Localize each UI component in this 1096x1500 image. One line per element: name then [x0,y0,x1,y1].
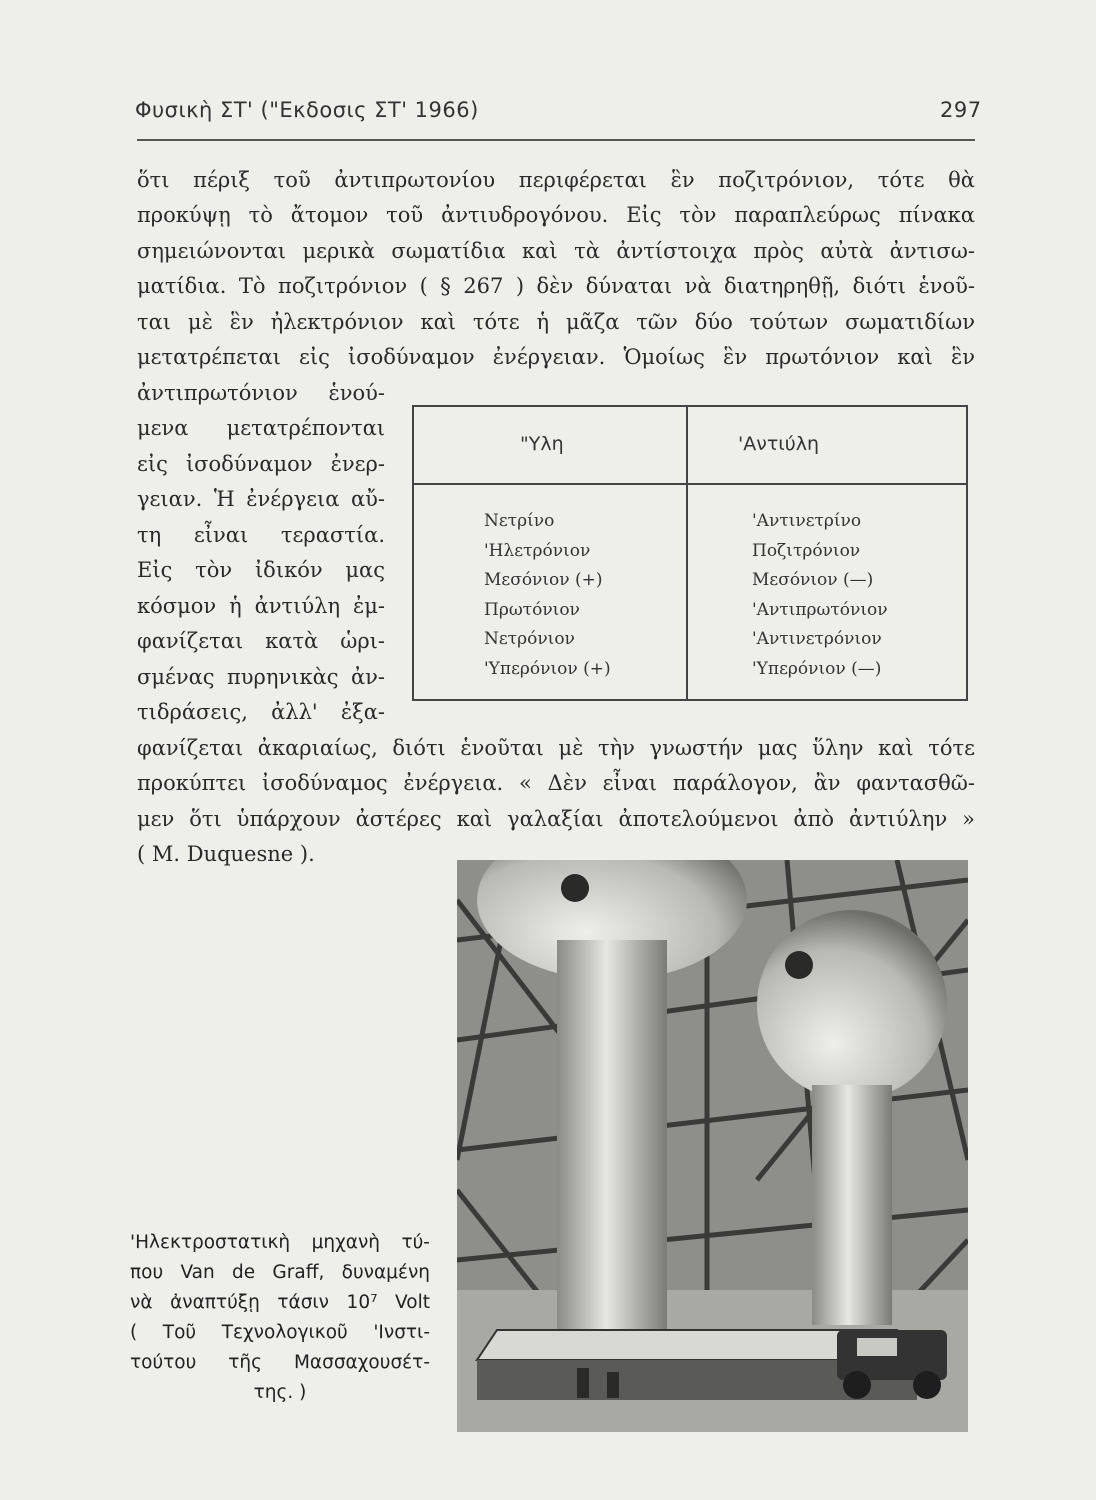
table-cell: 'Αντιπρωτόνιον [752,599,888,620]
citation: ( M. Duquesne ). [137,842,315,866]
table-cell: Μεσόνιον (+) [484,570,603,590]
right-column [812,1085,892,1325]
text-line: προκύπτει ἰσοδύναμος ἐνέργεια. « Δὲν εἶναι παράλογον, ἂν φαντασθῶ- [137,771,975,795]
text-line: εἰς ἰσοδύναμον ἐνερ- [137,452,385,476]
sphere-port [785,951,813,979]
caption-line: που Van de Graff, δυναμένη [130,1262,430,1283]
text-line: κόσμον ἡ ἀντιύλη ἐμ- [137,594,385,618]
van-de-graaff-photo [457,860,968,1432]
sphere-port [561,874,589,902]
text-line: σημειώνονται μερικὰ σωματίδια καὶ τὰ ἀντίστοιχα πρὸς αὐτὰ ἀντισω- [137,239,975,263]
caption-line: τούτου τῆς Μασσαχουσέτ- [130,1352,430,1373]
text-line: μενα μετατρέπονται [137,416,385,440]
table-cell: 'Ηλετρόνιον [484,540,591,561]
table-cell: 'Υπερόνιον (+) [484,658,611,679]
caption-line: της. ) [253,1382,307,1403]
table-cell: 'Υπερόνιον (—) [752,658,882,679]
left-column [557,940,667,1330]
matter-column [484,507,611,684]
table-cell: Νετρίνο [484,511,555,531]
table-cell: Μεσόνιον (—) [752,570,874,590]
text-line: σμένας πυρηνικὰς ἀν- [137,665,385,689]
table-cell: 'Αντινετρίνο [752,511,862,531]
caption-line: ( Τοῦ Τεχνολογικοῦ 'Ινστι- [130,1322,430,1343]
table-cell: Ποζιτρόνιον [752,540,861,561]
text-line: τη εἶναι τεραστία. [137,523,385,547]
table-cell: Νετρόνιον [484,629,575,649]
text-line: Εἰς τὸν ἰδικόν μας [137,558,385,582]
text-line: φανίζεται ἀκαριαίως, διότι ἑνοῦται μὲ τὴν γνωστήν μας ὕλην καὶ τότε [137,736,975,760]
text-line: προκύψῃ τὸ ἄτομον τοῦ ἀντιυδρογόνου. Εἰς τὸν παραπλεύρως πίνακα [137,203,975,227]
text-line: μεν ὅτι ὑπάρχουν ἀστέρες καὶ γαλαξίαι ἀποτελούμενοι ἀπὸ ἀντιύλην » [137,807,975,831]
page-number: 297 [940,98,982,122]
text-line: γειαν. Ἡ ἐνέργεια αὔ- [137,487,385,511]
text-line: ματίδια. Τὸ ποζιτρόνιον ( § 267 ) δὲν δύναται νὰ διατηρηθῇ, διότι ἑνοῦ- [137,274,975,298]
header-antimatter: 'Αντιύλη [738,433,819,455]
header-rule [137,139,975,141]
matter-antimatter-table [412,405,968,701]
caption-line: 'Ηλεκτροστατικὴ μηχανὴ τύ- [130,1232,430,1253]
table-cell: Πρωτόνιον [484,599,580,620]
text-line: φανίζεται κατὰ ὡρι- [137,629,385,653]
running-title: Φυσικὴ ΣΤ' ("Εκδοσις ΣΤ' 1966) [135,98,479,122]
right-sphere [757,910,947,1100]
column-divider [686,407,688,699]
antimatter-column [752,507,888,684]
caption-line: νὰ ἀναπτύξῃ τάσιν 10⁷ Volt [130,1292,430,1313]
text-line: ὅτι πέριξ τοῦ ἀντιπρωτονίου περιφέρεται ἓν ποζιτρόνιον, τότε θὰ [137,168,975,192]
text-line: ται μὲ ἓν ἠλεκτρόνιον καὶ τότε ἡ μᾶζα τῶν δύο τούτων σωματιδίων [137,310,975,334]
text-line: τιδράσεις, ἀλλ' ἐξα- [137,700,385,724]
text-line: ἀντιπρωτόνιον ἑνού- [137,381,385,405]
header-divider [414,483,966,485]
header-matter: "Υλη [520,433,564,455]
table-cell: 'Αντινετρόνιον [752,629,882,649]
text-line: μετατρέπεται εἰς ἰσοδύναμον ἐνέργειαν. Ὁμοίως ἓν πρωτόνιον καὶ ἓν [137,345,975,369]
